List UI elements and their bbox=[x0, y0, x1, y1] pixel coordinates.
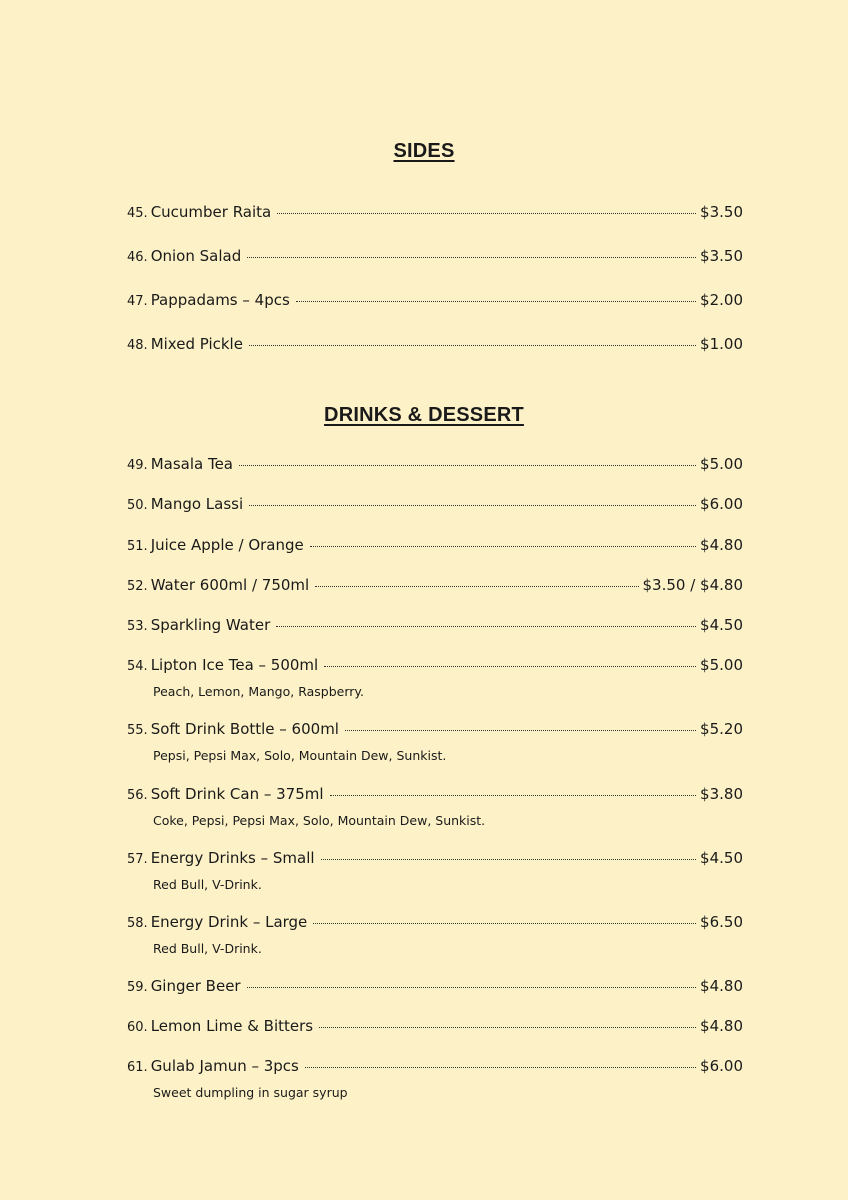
item-number: 60. bbox=[127, 1020, 148, 1035]
item-name: Cucumber Raita bbox=[150, 203, 272, 221]
item-name: Masala Tea bbox=[150, 455, 233, 473]
item-name: Mixed Pickle bbox=[150, 335, 243, 353]
menu-item bbox=[127, 615, 743, 637]
item-description: Red Bull, V-Drink. bbox=[153, 941, 262, 956]
menu-item bbox=[127, 655, 743, 700]
item-number: 49. bbox=[127, 458, 148, 473]
item-number: 45. bbox=[127, 206, 148, 221]
dot-leader bbox=[249, 504, 696, 506]
item-number: 57. bbox=[127, 852, 148, 867]
menu-item bbox=[127, 575, 743, 597]
item-number: 48. bbox=[127, 338, 148, 353]
item-name: Energy Drinks – Small bbox=[150, 849, 315, 867]
section-title-sides: SIDES bbox=[393, 140, 455, 162]
item-number: 52. bbox=[127, 579, 148, 594]
menu-item bbox=[127, 1016, 743, 1038]
item-name: Gulab Jamun – 3pcs bbox=[150, 1057, 299, 1075]
dot-leader bbox=[247, 986, 696, 988]
item-name: Onion Salad bbox=[150, 247, 242, 265]
menu-item bbox=[127, 494, 743, 516]
item-name: Sparkling Water bbox=[150, 616, 271, 634]
item-number: 55. bbox=[127, 723, 148, 738]
dot-leader bbox=[305, 1066, 696, 1068]
menu-item bbox=[127, 784, 743, 829]
item-price: $2.00 bbox=[700, 291, 743, 309]
dot-leader bbox=[321, 858, 696, 860]
item-price: $5.00 bbox=[700, 455, 743, 473]
menu-item bbox=[127, 290, 743, 312]
dot-leader bbox=[296, 300, 696, 302]
dot-leader bbox=[345, 729, 696, 731]
item-price: $3.50 / $4.80 bbox=[642, 576, 743, 594]
item-description: Sweet dumpling in sugar syrup bbox=[153, 1085, 348, 1100]
item-number: 61. bbox=[127, 1060, 148, 1075]
item-price: $4.80 bbox=[700, 1017, 743, 1035]
dot-leader bbox=[315, 585, 638, 587]
dot-leader bbox=[310, 545, 696, 547]
item-name: Juice Apple / Orange bbox=[150, 536, 304, 554]
dot-leader bbox=[249, 344, 696, 346]
menu-item bbox=[127, 246, 743, 268]
item-number: 47. bbox=[127, 294, 148, 309]
dot-leader bbox=[276, 625, 696, 627]
item-price: $4.50 bbox=[700, 849, 743, 867]
dot-leader bbox=[313, 922, 696, 924]
item-name: Ginger Beer bbox=[150, 977, 241, 995]
menu-item bbox=[127, 976, 743, 998]
dot-leader bbox=[277, 212, 696, 214]
item-number: 50. bbox=[127, 498, 148, 513]
item-price: $6.00 bbox=[700, 1057, 743, 1075]
item-number: 46. bbox=[127, 250, 148, 265]
item-name: Pappadams – 4pcs bbox=[150, 291, 290, 309]
item-price: $3.80 bbox=[700, 785, 743, 803]
item-price: $4.80 bbox=[700, 977, 743, 995]
item-price: $5.20 bbox=[700, 720, 743, 738]
item-name: Mango Lassi bbox=[150, 495, 244, 513]
item-name: Energy Drink – Large bbox=[150, 913, 308, 931]
dot-leader bbox=[247, 256, 696, 258]
item-number: 51. bbox=[127, 539, 148, 554]
item-number: 59. bbox=[127, 980, 148, 995]
item-name: Soft Drink Can – 375ml bbox=[150, 785, 324, 803]
dot-leader bbox=[319, 1026, 696, 1028]
item-name: Lipton Ice Tea – 500ml bbox=[150, 656, 319, 674]
menu-item bbox=[127, 334, 743, 356]
dot-leader bbox=[324, 665, 696, 667]
dot-leader bbox=[330, 794, 697, 796]
menu-item bbox=[127, 202, 743, 224]
item-price: $4.50 bbox=[700, 616, 743, 634]
item-price: $1.00 bbox=[700, 335, 743, 353]
item-price: $6.50 bbox=[700, 913, 743, 931]
item-number: 56. bbox=[127, 788, 148, 803]
section-title-drinks-dessert: DRINKS & DESSERT bbox=[324, 404, 524, 426]
item-name: Water 600ml / 750ml bbox=[150, 576, 310, 594]
item-description: Pepsi, Pepsi Max, Solo, Mountain Dew, Sunkist. bbox=[153, 748, 447, 763]
item-price: $3.50 bbox=[700, 247, 743, 265]
item-price: $5.00 bbox=[700, 656, 743, 674]
menu-item bbox=[127, 1056, 743, 1101]
item-number: 54. bbox=[127, 659, 148, 674]
item-name: Soft Drink Bottle – 600ml bbox=[150, 720, 339, 738]
menu-item bbox=[127, 848, 743, 893]
menu-item bbox=[127, 719, 743, 764]
item-number: 58. bbox=[127, 916, 148, 931]
item-price: $6.00 bbox=[700, 495, 743, 513]
item-description: Coke, Pepsi, Pepsi Max, Solo, Mountain Dew, Sunkist. bbox=[153, 813, 486, 828]
item-description: Peach, Lemon, Mango, Raspberry. bbox=[153, 684, 364, 699]
dot-leader bbox=[239, 464, 696, 466]
item-price: $3.50 bbox=[700, 203, 743, 221]
item-price: $4.80 bbox=[700, 536, 743, 554]
menu-item bbox=[127, 535, 743, 557]
menu-item bbox=[127, 912, 743, 957]
item-name: Lemon Lime & Bitters bbox=[150, 1017, 314, 1035]
menu-item bbox=[127, 454, 743, 476]
item-number: 53. bbox=[127, 619, 148, 634]
item-description: Red Bull, V-Drink. bbox=[153, 877, 262, 892]
